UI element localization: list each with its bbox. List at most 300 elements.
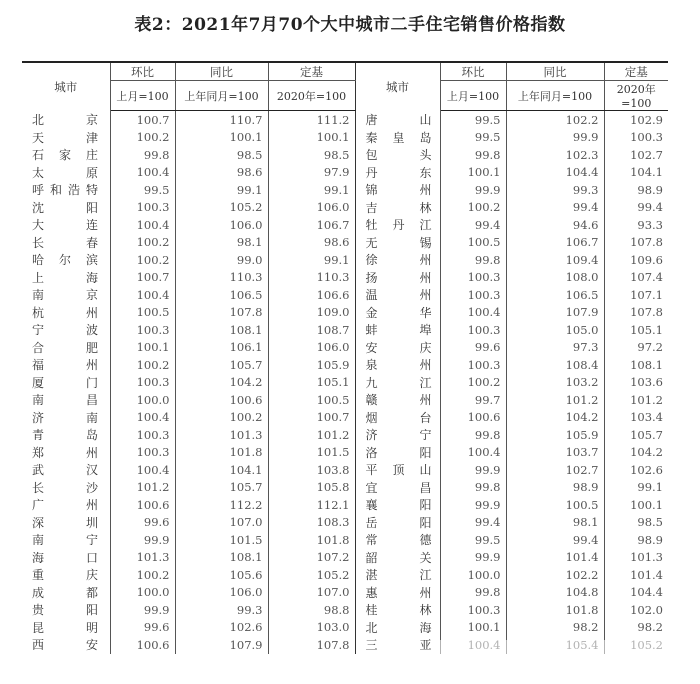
col-header-base: 定基 [268, 62, 355, 81]
yoy-value: 99.3 [506, 181, 604, 199]
city-label: 岳 阳 [365, 515, 432, 530]
base-value: 111.2 [268, 111, 355, 129]
mom-value: 99.6 [110, 514, 175, 532]
mom-value: 99.6 [110, 619, 175, 637]
city-name [355, 164, 440, 182]
mom-value: 99.5 [440, 129, 506, 147]
header-row-group [22, 62, 668, 81]
mom-value: 100.1 [440, 619, 506, 637]
yoy-value: 104.2 [506, 409, 604, 427]
base-value: 110.3 [268, 269, 355, 287]
yoy-value: 110.7 [175, 111, 268, 129]
yoy-value: 98.1 [175, 234, 268, 252]
col-sub-yoy: 上年同月=100 [175, 81, 268, 111]
base-value: 107.8 [630, 235, 663, 250]
base-value: 93.3 [637, 217, 663, 232]
city-label: 湛 江 [365, 568, 432, 583]
city-name [355, 339, 440, 357]
table-row [22, 146, 668, 164]
base-value: 103.0 [268, 619, 355, 637]
yoy-value: 104.1 [175, 461, 268, 479]
city-name [22, 461, 110, 479]
city-label: 太 原 [32, 165, 98, 180]
table-row [22, 286, 668, 304]
table-row [22, 549, 668, 567]
base-value: 104.2 [630, 445, 663, 460]
city-name [355, 461, 440, 479]
mom-value: 100.2 [110, 251, 175, 269]
mom-value: 100.0 [440, 566, 506, 584]
mom-value: 100.3 [110, 444, 175, 462]
mom-value: 99.8 [110, 146, 175, 164]
col-header-city: 城市 [22, 62, 110, 111]
city-name [22, 619, 110, 637]
mom-value: 99.5 [440, 111, 506, 129]
base-value: 102.9 [630, 112, 663, 127]
table-row [22, 601, 668, 619]
table-row [22, 479, 668, 497]
city-label: 青 岛 [32, 428, 98, 443]
base-value: 106.0 [268, 339, 355, 357]
city-name [355, 549, 440, 567]
city-label: 包 头 [365, 148, 432, 163]
yoy-value: 108.1 [175, 321, 268, 339]
city-name [22, 479, 110, 497]
table-row [22, 111, 668, 129]
city-label: 烟 台 [365, 410, 432, 425]
yoy-value: 107.9 [175, 636, 268, 654]
city-label: 成 都 [32, 585, 98, 600]
city-name [355, 321, 440, 339]
mom-value: 99.4 [440, 514, 506, 532]
city-name [22, 251, 110, 269]
yoy-value: 100.6 [175, 391, 268, 409]
city-name [22, 531, 110, 549]
city-name [22, 636, 110, 654]
yoy-value: 108.4 [506, 356, 604, 374]
mom-value: 99.8 [440, 479, 506, 497]
city-label: 海 口 [32, 550, 98, 565]
city-label: 九 江 [365, 375, 432, 390]
base-value: 104.1 [630, 165, 663, 180]
city-label: 牡 丹 江 [365, 218, 432, 233]
yoy-value: 105.0 [506, 321, 604, 339]
base-value: 105.7 [630, 427, 663, 442]
yoy-value: 99.9 [506, 129, 604, 147]
city-label: 平 顶 山 [365, 463, 432, 478]
city-label: 长 春 [32, 235, 98, 250]
city-label: 唐 山 [365, 113, 432, 127]
city-name [355, 531, 440, 549]
mom-value: 99.9 [440, 549, 506, 567]
city-label: 金 华 [365, 305, 432, 320]
city-label: 上 海 [32, 270, 98, 285]
city-label: 秦 皇 岛 [365, 130, 432, 145]
mom-value: 99.8 [440, 146, 506, 164]
mom-value: 100.4 [110, 216, 175, 234]
yoy-value: 98.6 [175, 164, 268, 182]
yoy-value: 99.4 [506, 199, 604, 217]
base-value: 107.8 [268, 636, 355, 654]
mom-value: 100.4 [110, 164, 175, 182]
mom-value: 100.3 [440, 269, 506, 287]
city-label: 武 汉 [32, 463, 98, 478]
city-name [355, 216, 440, 234]
col-header-yoy: 同比 [175, 62, 268, 81]
base-value: 105.8 [268, 479, 355, 497]
yoy-value: 108.1 [175, 549, 268, 567]
mom-value: 100.7 [110, 111, 175, 129]
yoy-value: 105.6 [175, 566, 268, 584]
base-value: 98.6 [268, 234, 355, 252]
city-name [355, 356, 440, 374]
yoy-value: 99.3 [175, 601, 268, 619]
table-row [22, 356, 668, 374]
city-label: 济 南 [32, 410, 98, 425]
city-label: 扬 州 [365, 270, 432, 285]
yoy-value: 98.2 [506, 619, 604, 637]
mom-value: 100.5 [440, 234, 506, 252]
city-name [355, 566, 440, 584]
base-value: 98.5 [268, 146, 355, 164]
mom-value: 99.9 [440, 181, 506, 199]
base-value: 98.2 [637, 620, 663, 635]
watermark-overlay [440, 640, 670, 676]
yoy-value: 106.0 [175, 584, 268, 602]
yoy-value: 100.5 [506, 496, 604, 514]
yoy-value: 105.7 [175, 356, 268, 374]
table-row [22, 339, 668, 357]
table-title: 表2：2021年7月70个大中城市二手住宅销售价格指数 [134, 15, 566, 35]
mom-value: 99.8 [440, 584, 506, 602]
yoy-value: 107.8 [175, 304, 268, 322]
city-label: 安 庆 [365, 340, 432, 355]
table-row [22, 461, 668, 479]
city-label: 深 圳 [32, 515, 98, 530]
city-name [22, 216, 110, 234]
base-value: 98.8 [268, 601, 355, 619]
base-value: 109.6 [630, 252, 663, 267]
yoy-value: 99.1 [175, 181, 268, 199]
table-row [22, 514, 668, 532]
mom-value: 99.5 [110, 181, 175, 199]
city-name [355, 111, 440, 129]
yoy-value: 105.2 [175, 199, 268, 217]
table-row [22, 391, 668, 409]
city-label: 泉 州 [365, 358, 432, 373]
base-value: 106.7 [268, 216, 355, 234]
yoy-value: 99.4 [506, 531, 604, 549]
mom-value: 99.9 [110, 601, 175, 619]
mom-value: 100.2 [110, 566, 175, 584]
price-index-table [22, 61, 668, 654]
table-row [22, 216, 668, 234]
base-value: 108.7 [268, 321, 355, 339]
city-label: 三 亚 [365, 638, 432, 653]
city-label: 贵 阳 [32, 603, 98, 618]
yoy-value: 106.1 [175, 339, 268, 357]
table-row [22, 304, 668, 322]
city-label: 大 连 [32, 218, 98, 233]
yoy-value: 99.0 [175, 251, 268, 269]
base-value: 100.1 [268, 129, 355, 147]
city-name [22, 129, 110, 147]
city-name [355, 601, 440, 619]
mom-value: 100.2 [440, 199, 506, 217]
yoy-value: 100.1 [175, 129, 268, 147]
city-label: 赣 州 [365, 393, 432, 408]
base-value: 99.4 [637, 200, 663, 215]
yoy-value: 102.6 [175, 619, 268, 637]
city-name [355, 374, 440, 392]
city-label: 桂 林 [365, 603, 432, 618]
base-value: 101.2 [630, 392, 663, 407]
col-header-yoy-2: 同比 [506, 62, 604, 81]
city-label: 宜 昌 [365, 480, 432, 495]
base-value: 107.1 [630, 287, 663, 302]
yoy-value: 98.5 [175, 146, 268, 164]
base-value: 105.1 [268, 374, 355, 392]
mom-value: 99.4 [440, 216, 506, 234]
city-name [22, 286, 110, 304]
base-value: 105.1 [630, 322, 663, 337]
yoy-value: 108.0 [506, 269, 604, 287]
yoy-value: 101.8 [506, 601, 604, 619]
yoy-value: 105.7 [175, 479, 268, 497]
mom-value: 99.8 [440, 251, 506, 269]
city-name [22, 496, 110, 514]
table-row [22, 531, 668, 549]
base-value: 101.3 [630, 550, 663, 565]
table-row [22, 129, 668, 147]
base-value: 112.1 [268, 496, 355, 514]
city-label: 厦 门 [32, 375, 98, 390]
col-header-mom-2: 环比 [440, 62, 506, 81]
base-value: 106.6 [268, 286, 355, 304]
yoy-value: 104.2 [175, 374, 268, 392]
table-row [22, 251, 668, 269]
city-label: 重 庆 [32, 568, 98, 583]
mom-value: 100.2 [440, 374, 506, 392]
base-value: 102.7 [630, 147, 663, 162]
city-label: 韶 关 [365, 550, 432, 565]
mom-value: 100.4 [440, 444, 506, 462]
city-name [355, 514, 440, 532]
yoy-value: 106.0 [175, 216, 268, 234]
mom-value: 100.5 [110, 304, 175, 322]
mom-value: 100.3 [110, 374, 175, 392]
mom-value: 100.0 [110, 584, 175, 602]
base-value: 97.2 [637, 340, 663, 355]
city-label: 南 京 [32, 288, 98, 303]
yoy-value: 94.6 [506, 216, 604, 234]
city-name [22, 549, 110, 567]
city-name [22, 374, 110, 392]
mom-value: 101.2 [110, 479, 175, 497]
yoy-value: 97.3 [506, 339, 604, 357]
city-label: 北 海 [365, 620, 432, 635]
base-value: 103.8 [268, 461, 355, 479]
yoy-value: 110.3 [175, 269, 268, 287]
base-value: 99.1 [268, 181, 355, 199]
base-value: 101.4 [630, 567, 663, 582]
yoy-value: 101.8 [175, 444, 268, 462]
city-name [22, 356, 110, 374]
base-value: 101.2 [268, 426, 355, 444]
yoy-value: 106.5 [175, 286, 268, 304]
base-value: 98.9 [637, 532, 663, 547]
col-header-mom: 环比 [110, 62, 175, 81]
yoy-value: 109.4 [506, 251, 604, 269]
city-name [355, 479, 440, 497]
col-header-base-2: 定基 [604, 62, 668, 81]
col-sub-base: 2020年=100 [268, 81, 355, 111]
yoy-value: 101.2 [506, 391, 604, 409]
base-value: 102.0 [630, 602, 663, 617]
col-sub-yoy-2: 上年同月=100 [506, 81, 604, 111]
city-name [22, 164, 110, 182]
city-name [22, 601, 110, 619]
mom-value: 100.2 [110, 234, 175, 252]
mom-value: 100.3 [440, 286, 506, 304]
city-name [355, 496, 440, 514]
mom-value: 100.3 [440, 321, 506, 339]
header-row-sub [22, 81, 668, 111]
table-row [22, 234, 668, 252]
base-value: 101.8 [268, 531, 355, 549]
base-value: 101.5 [268, 444, 355, 462]
table-row [22, 619, 668, 637]
city-label: 宁 波 [32, 323, 98, 338]
city-name [355, 409, 440, 427]
table-row [22, 269, 668, 287]
base-value: 108.3 [268, 514, 355, 532]
city-label: 郑 州 [32, 445, 98, 460]
city-label: 福 州 [32, 358, 98, 373]
yoy-value: 104.8 [506, 584, 604, 602]
mom-value: 100.2 [110, 356, 175, 374]
table-row [22, 496, 668, 514]
city-name [22, 426, 110, 444]
mom-value: 100.0 [110, 391, 175, 409]
mom-value: 100.3 [110, 426, 175, 444]
city-name [355, 636, 440, 654]
mom-value: 101.3 [110, 549, 175, 567]
mom-value: 100.4 [110, 461, 175, 479]
base-value: 104.4 [630, 585, 663, 600]
base-value: 100.3 [630, 130, 663, 145]
base-value: 98.9 [637, 182, 663, 197]
city-name [355, 181, 440, 199]
city-label: 蚌 埠 [365, 323, 432, 338]
table-row [22, 164, 668, 182]
mom-value: 100.2 [110, 129, 175, 147]
city-name [355, 199, 440, 217]
city-name [355, 444, 440, 462]
mom-value: 100.4 [110, 409, 175, 427]
city-name [22, 199, 110, 217]
base-value: 105.9 [268, 356, 355, 374]
city-label: 温 州 [365, 288, 432, 303]
table-row [22, 181, 668, 199]
mom-value: 99.6 [440, 339, 506, 357]
mom-value: 100.6 [440, 409, 506, 427]
mom-value: 100.4 [110, 286, 175, 304]
mom-value: 100.3 [440, 601, 506, 619]
city-name [22, 181, 110, 199]
table-row [22, 426, 668, 444]
city-name [22, 409, 110, 427]
base-value: 106.0 [268, 199, 355, 217]
city-label: 济 宁 [365, 428, 432, 443]
base-value: 103.6 [630, 375, 663, 390]
city-name [355, 584, 440, 602]
city-name [355, 129, 440, 147]
yoy-value: 103.2 [506, 374, 604, 392]
mom-value: 99.7 [440, 391, 506, 409]
city-label: 合 肥 [32, 340, 98, 355]
table-row [22, 584, 668, 602]
city-name [355, 391, 440, 409]
city-name [22, 304, 110, 322]
city-label: 南 昌 [32, 393, 98, 408]
city-label: 昆 明 [32, 620, 98, 635]
city-label: 石 家 庄 [32, 148, 98, 163]
mom-value: 100.1 [440, 164, 506, 182]
yoy-value: 112.2 [175, 496, 268, 514]
base-value: 107.4 [630, 270, 663, 285]
base-value: 109.0 [268, 304, 355, 322]
city-label: 长 沙 [32, 480, 98, 495]
base-value: 107.2 [268, 549, 355, 567]
yoy-value: 104.4 [506, 164, 604, 182]
base-value: 99.1 [268, 251, 355, 269]
mom-value: 99.9 [440, 461, 506, 479]
city-label: 呼和浩特 [32, 183, 98, 198]
base-value: 98.5 [637, 515, 663, 530]
city-label: 襄 阳 [365, 498, 432, 513]
mom-value: 100.3 [110, 321, 175, 339]
base-value: 103.4 [630, 410, 663, 425]
yoy-value: 102.3 [506, 146, 604, 164]
base-value: 108.1 [630, 357, 663, 372]
col-header-city-2: 城市 [355, 62, 440, 111]
yoy-value: 101.5 [175, 531, 268, 549]
base-value: 102.6 [630, 462, 663, 477]
city-name [355, 234, 440, 252]
mom-value: 100.6 [110, 496, 175, 514]
city-name [355, 146, 440, 164]
base-value: 100.7 [268, 409, 355, 427]
city-label: 无 锡 [365, 235, 432, 250]
mom-value: 100.1 [110, 339, 175, 357]
city-label: 南 宁 [32, 533, 98, 548]
yoy-value: 107.0 [175, 514, 268, 532]
table-row [22, 409, 668, 427]
city-name [355, 619, 440, 637]
table-row [22, 199, 668, 217]
mom-value: 99.9 [440, 496, 506, 514]
city-label: 丹 东 [365, 165, 432, 180]
city-name [22, 391, 110, 409]
city-label: 洛 阳 [365, 445, 432, 460]
city-label: 惠 州 [365, 585, 432, 600]
mom-value: 100.7 [110, 269, 175, 287]
city-label: 哈 尔 滨 [32, 253, 98, 268]
city-name [355, 269, 440, 287]
table-row [22, 566, 668, 584]
yoy-value: 106.7 [506, 234, 604, 252]
